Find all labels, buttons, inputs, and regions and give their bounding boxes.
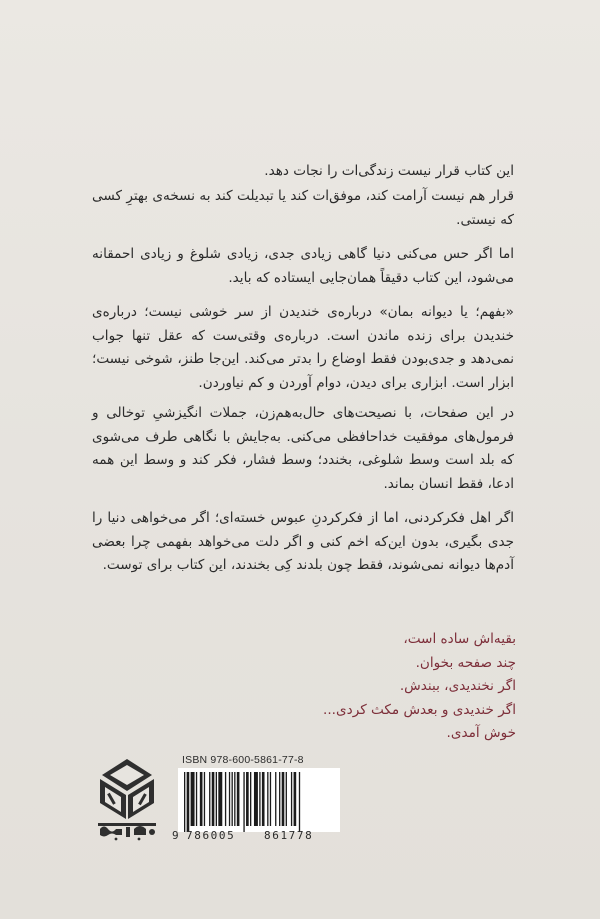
barcode-bar (282, 772, 285, 826)
blurb-text-3: اما اگر حس می‌کنی دنیا گاهی زیادی جدی، زیادی شلوغ و زیادی احمقانه می‌شود، این کتاب دقیقاً همان‌جایی ایستاده که باید. (92, 246, 514, 286)
closing-line: بقیه‌اش ساده است، (403, 631, 516, 647)
barcode-bar (243, 772, 244, 832)
barcode-bar (254, 772, 258, 826)
blurb-paragraph-6 (92, 507, 514, 578)
barcode-bar (270, 772, 271, 826)
barcode-bar (191, 772, 195, 826)
barcode-bar (229, 772, 230, 826)
barcode-bar (184, 772, 185, 832)
barcode-digits-right: 861778 (264, 829, 314, 842)
barcode-bar (286, 772, 287, 826)
barcode-bar (294, 772, 297, 826)
barcode-bar (187, 772, 190, 832)
blurb-text-2: قرار هم نیست آرامت کند، موفق‌ات کند یا تبدیلت کند به نسخه‌ی بهترِ کسی که نیستی. (92, 188, 514, 228)
blurb-text-1: این کتاب قرار نیست زندگی‌ات را نجات دهد. (264, 163, 514, 179)
barcode-bar (267, 772, 268, 826)
barcode-bar (216, 772, 217, 826)
blurb-paragraph-4 (92, 301, 514, 395)
barcode-bar (299, 772, 300, 832)
isbn-label: ISBN 978-600-5861-77-8 (182, 754, 304, 766)
barcode-bar (200, 772, 203, 826)
publisher-logo-icon (92, 757, 162, 841)
closing-line: چند صفحه بخوان. (415, 654, 516, 671)
blurb-paragraph-5 (92, 402, 514, 496)
barcode-bar (291, 772, 292, 826)
barcode-bar (218, 772, 222, 826)
barcode-bar (234, 772, 235, 826)
blurb-paragraph-3 (92, 243, 514, 290)
barcode-digits-left: 786005 (186, 829, 236, 842)
blurb-text-4: «بفهم؛ یا دیوانه بمان» درباره‌ی خندیدن از سر خوشی نیست؛ درباره‌ی خندیدن برای زنده ماندن است. درباره‌ی وقتی‌ست که عقل تنها جواب نمی‌دهد و جدی‌بودن فقط اوضاع را بدتر می‌کند. این‌جا طنز، شوخی نیست؛ ابزار است. ابزاری برای دیدن، دوام آوردن و کم نیاوردن. (92, 304, 514, 391)
barcode-bar (246, 772, 249, 826)
blurb-text-6: اگر اهل فکرکردنی، اما از فکرکردنِ عبوس خسته‌ای؛ اگر می‌خواهی دنیا را جدی بگیری، بدون این‌که اخم کنی و اگر دلت می‌خواهد بفهمی چرا بعضی آدم‌ها دیوانه نمی‌شوند، فقط چون بلدند کِی بخندند، این کتاب برای توست. (92, 510, 514, 573)
barcode-bar (196, 772, 197, 826)
blurb-text-5: در این صفحات، با نصیحت‌های حال‌به‌هم‌زن، جملات انگیزشیِ توخالی و فرمول‌های موفقیت خداحافظی می‌کنی. به‌جایش با نگاهی طرف می‌شوی که بلد است وسط شلوغی، بخندد؛ وسط فشار، فکر کند و وسط این همه ادعا، فقط انسان بماند. (92, 405, 514, 492)
barcode-bar (225, 772, 226, 826)
closing-line: اگر خندیدی و بعدش مکث کردی... (323, 701, 516, 718)
barcode-bar (250, 772, 251, 826)
blurb-paragraph-2 (92, 185, 514, 232)
barcode-bar (204, 772, 205, 826)
closing-line: خوش آمدی. (446, 725, 516, 742)
closing-lines (200, 628, 516, 746)
barcode-digit-first: 9 (172, 829, 179, 842)
barcode-bar (275, 772, 276, 826)
barcode-digits (172, 829, 344, 845)
barcode-bar (209, 772, 210, 826)
closing-line: اگر نخندیدی، ببندش. (399, 678, 516, 695)
barcode-bar (237, 772, 240, 826)
barcode-bar (279, 772, 280, 826)
blurb-paragraph-1 (92, 160, 514, 184)
barcode-bar (259, 772, 260, 826)
barcode (178, 768, 340, 832)
barcode-bar (212, 772, 215, 826)
barcode-bar (262, 772, 265, 826)
barcode-icon (178, 768, 340, 832)
publisher-logo (92, 757, 162, 841)
barcode-bar (232, 772, 233, 826)
